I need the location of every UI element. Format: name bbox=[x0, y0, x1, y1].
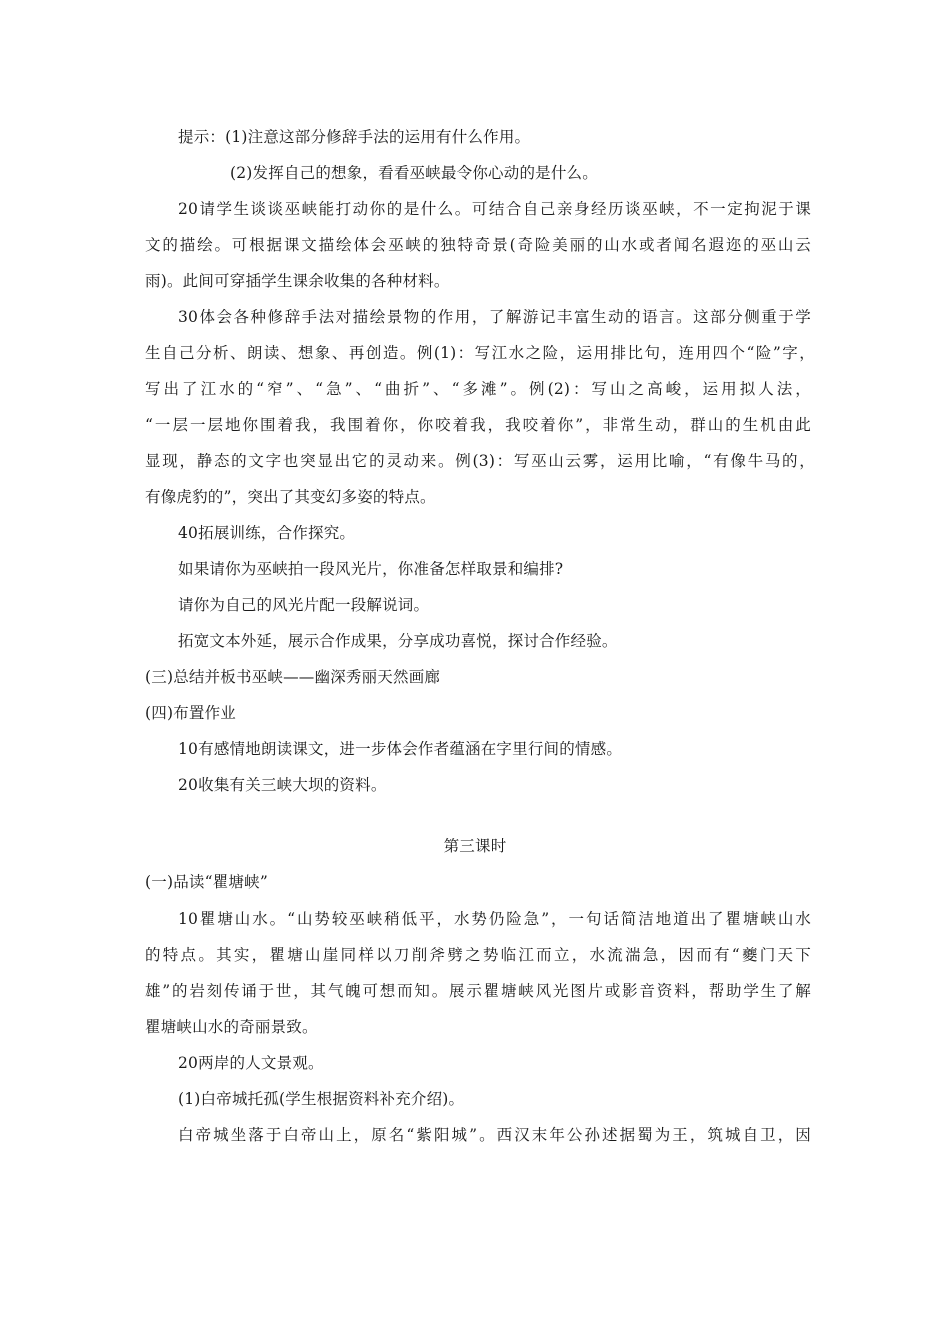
text-line: 20两岸的人文景观。 bbox=[178, 1054, 324, 1072]
text-line: 20请学生谈谈巫峡能打动你的是什么。可结合自己亲身经历谈巫峡，不一定拘泥于课 bbox=[178, 200, 811, 218]
text-line: (四)布置作业 bbox=[145, 704, 236, 722]
text-line: 如果请你为巫峡拍一段风光片，你准备怎样取景和编排? bbox=[178, 560, 564, 578]
text-line: 生自己分析、朗读、想象、再创造。例(1)：写江水之险，运用排比句，连用四个“险”字， bbox=[145, 344, 815, 362]
text-line: 瞿塘峡山水的奇丽景致。 bbox=[145, 1018, 318, 1036]
text-line: (1)白帝城托孤(学生根据资料补充介绍)。 bbox=[178, 1090, 465, 1108]
text-line: (三)总结并板书巫峡——幽深秀丽天然画廊 bbox=[145, 668, 441, 686]
text-line: 写出了江水的“窄”、“急”、“曲折”、“多滩”。例(2)：写山之高峻，运用拟人法， bbox=[145, 380, 811, 398]
text-line: 的特点。其实，瞿塘山崖同样以刀削斧劈之势临江而立，水流湍急，因而有“夔门天下 bbox=[145, 946, 811, 964]
text-line: 显现，静态的文字也突显出它的灵动来。例(3)：写巫山云雾，运用比喻，“有像牛马的， bbox=[145, 452, 815, 470]
text-line: “一层一层地你围着我，我围着你，你咬着我，我咬着你”，非常生动，群山的生机由此 bbox=[145, 416, 811, 434]
text-line: 请你为自己的风光片配一段解说词。 bbox=[178, 596, 430, 614]
text-line: (2)发挥自己的想象，看看巫峡最令你心动的是什么。 bbox=[230, 164, 598, 182]
text-line: 40拓展训练，合作探究。 bbox=[178, 524, 356, 542]
section-heading: 第三课时 bbox=[443, 837, 507, 855]
text-line: 30体会各种修辞手法对描绘景物的作用，了解游记丰富生动的语言。这部分侧重于学 bbox=[178, 308, 811, 326]
text-line: 有像虎豹的”，突出了其变幻多姿的特点。 bbox=[145, 488, 436, 506]
text-line: 雄”的岩刻传诵于世，其气魄可想而知。展示瞿塘峡风光图片或影音资料，帮助学生了解 bbox=[145, 982, 811, 1000]
text-line: 文的描绘。可根据课文描绘体会巫峡的独特奇景(奇险美丽的山水或者闻名遐迩的巫山云 bbox=[145, 236, 811, 254]
text-line: 白帝城坐落于白帝山上，原名“紫阳城”。西汉末年公孙述据蜀为王，筑城自卫，因 bbox=[178, 1126, 811, 1144]
text-line: 10有感情地朗读课文，进一步体会作者蕴涵在字里行间的情感。 bbox=[178, 740, 623, 758]
text-line: 20收集有关三峡大坝的资料。 bbox=[178, 776, 387, 794]
text-line: 拓宽文本外延，展示合作成果，分享成功喜悦，探讨合作经验。 bbox=[178, 632, 618, 650]
text-line: 10瞿塘山水。“山势较巫峡稍低平，水势仍险急”，一句话简洁地道出了瞿塘峡山水 bbox=[178, 910, 811, 928]
text-line: 雨)。此间可穿插学生课余收集的各种材料。 bbox=[145, 272, 450, 290]
text-line: 提示：(1)注意这部分修辞手法的运用有什么作用。 bbox=[178, 128, 531, 146]
text-line: (一)品读“瞿塘峡” bbox=[145, 873, 268, 891]
